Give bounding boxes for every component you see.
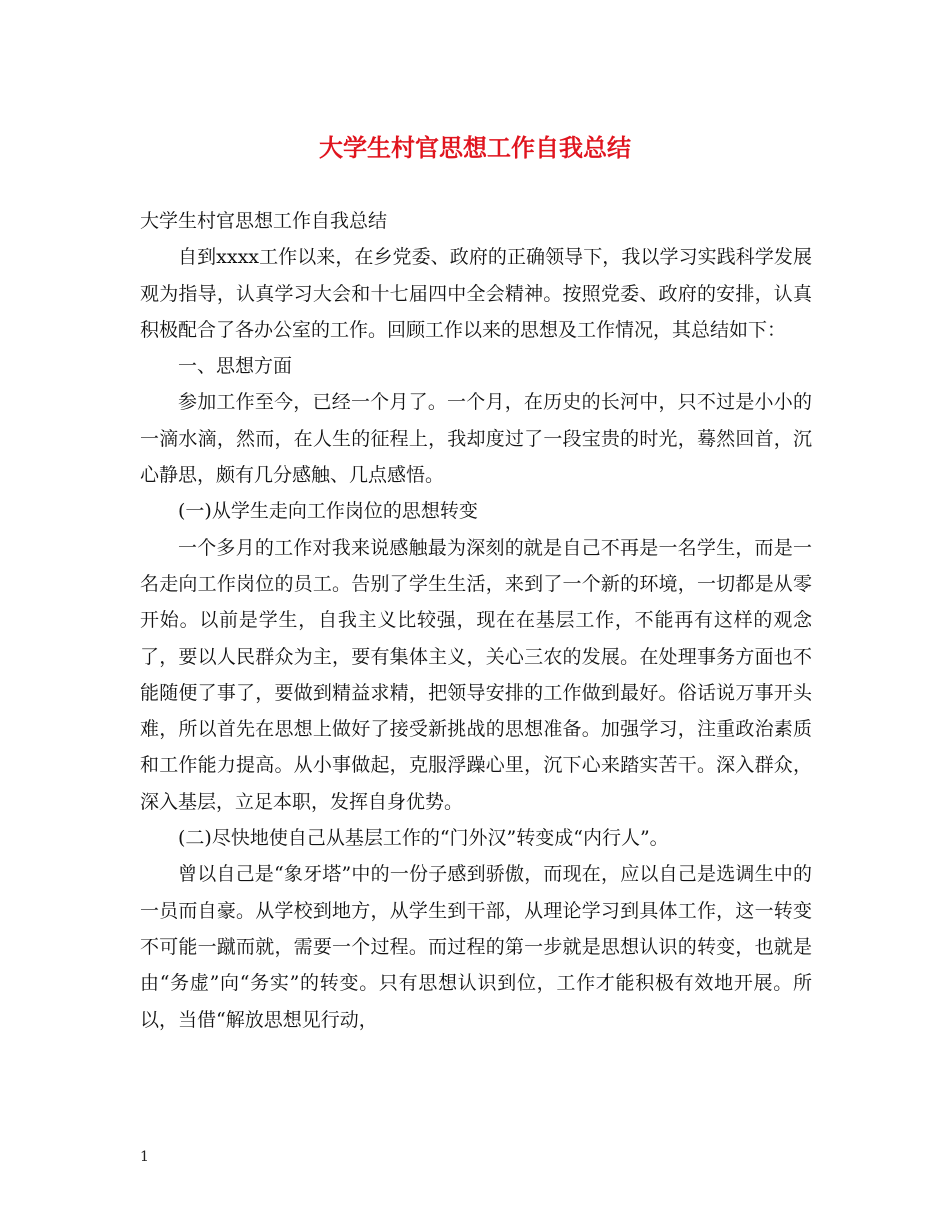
paragraph: 自到xxxx工作以来，在乡党委、政府的正确领导下，我以学习实践科学发展观为指导，认真学习大会和十七届四中全会精神。按照党委、政府的安排，认真积极配合了各办公室的工作。回顾工作以来的思想及工作情况，其总结如下： xyxy=(140,246,812,341)
document-body xyxy=(140,203,812,1038)
document-title: 大学生村官思想工作自我总结 xyxy=(319,133,631,162)
paragraph-heading: 大学生村官思想工作自我总结 xyxy=(140,210,388,232)
paragraph: 曾以自己是“象牙塔”中的一份子感到骄傲，而现在，应以自己是选调生中的一员而自豪。从学校到地方，从学生到干部，从理论学习到具体工作，这一转变不可能一蹴而就，需要一个过程。而过程的第一步就是思想认识的转变，也就是由“务虚”向“务实”的转变。只有思想认识到位，工作才能积极有效地开展。所以，当借“解放思想见行动， xyxy=(140,863,812,1031)
page-number: 1 xyxy=(140,1149,149,1165)
paragraph: 参加工作至今，已经一个月了。一个月，在历史的长河中，只不过是小小的一滴水滴，然而，在人生的征程上，我却度过了一段宝贵的时光，蓦然回首，沉心静思，颇有几分感触、几点感悟。 xyxy=(140,391,812,487)
subsection-heading: (二)尽快地使自己从基层工作的“门外汉”转变成“内行人”。 xyxy=(178,827,669,850)
section-heading: 一、思想方面 xyxy=(178,355,293,378)
subsection-heading: (一)从学生走向工作岗位的思想转变 xyxy=(178,500,478,523)
paragraph: 一个多月的工作对我来说感触最为深刻的就是自己不再是一名学生，而是一名走向工作岗位的员工。告别了学生生活，来到了一个新的环境，一切都是从零开始。以前是学生，自我主义比较强，现在在基层工作，不能再有这样的观念了，要以人民群众为主，要有集体主义，关心三农的发展。在处理事务方面也不能随便了事了，要做到精益求精，把领导安排的工作做到最好。俗话说万事开头难，所以首先在思想上做好了接受新挑战的思想准备。加强学习，注重政治素质和工作能力提高。从小事做起，克服浮躁心里，沉下心来踏实苦干。深入群众，深入基层，立足本职，发挥自身优势。 xyxy=(140,536,812,813)
